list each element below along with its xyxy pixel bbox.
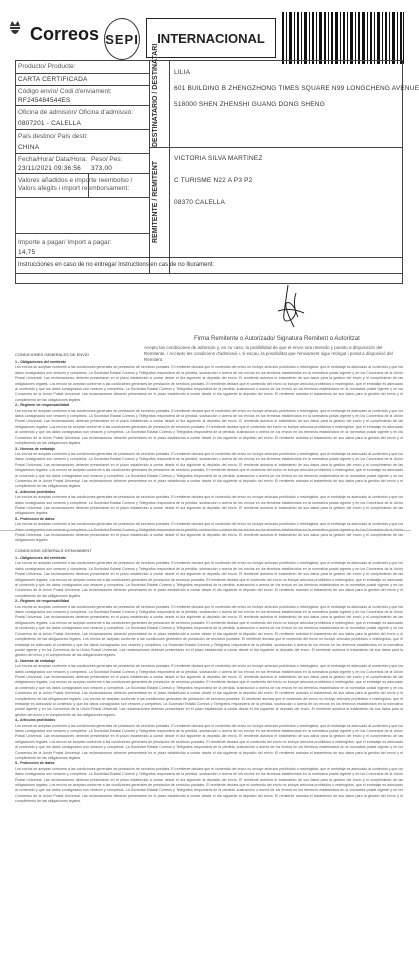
shipment-code-label: Código envío/ Codi d'enviament: (18, 88, 112, 95)
terms-body-4: Los envíos se aceptan conforme a las condiciones generales de prestación de servicios postales. El remitente declara que el contenido del envío no incluye artículos prohibidos o restringidos, que el embalaje es adecuado al contenido y que los datos consignados son veraces y completos. La Sociedad Estatal Correos y Telégrafos responderá de la pérdida, sustracción o avería de los envíos en los términos establecidos en la normativa postal vigente y en los Convenios de la Unión Postal Universal. Las reclamaciones deberán presentarse en el plazo establecido a contar desde el día siguiente al depósito del envío. El remitente autoriza el tratamiento de sus datos para la gestión del envío y el cumplimiento de las obligaciones legales. (15, 495, 403, 516)
barcode-icon (282, 12, 404, 64)
terms-body-3: Los envíos se aceptan conforme a las condiciones generales de prestación de servicios postales. El remitente declara que el contenido del envío no incluye artículos prohibidos o restringidos, que el embalaje es adecuado al contenido y que los datos consignados son veraces y completos. La Sociedad Estatal Correos y Telégrafos responderá de la pérdida, sustracción o avería de los envíos en los términos establecidos en la normativa postal vigente y en los Convenios de la Unión Postal Universal. Las reclamaciones deberán presentarse en el plazo establecido a contar desde el día siguiente al depósito del envío. El remitente autoriza el tratamiento de sus datos para la gestión del envío y el cumplimiento de las obligaciones legales. (15, 451, 403, 473)
terms2-body-1b: Los envíos se aceptan conforme a las condiciones generales de prestación de servicios postales. El remitente declara que el contenido del envío no incluye artículos prohibidos o restringidos, que el embalaje es adecuado al contenido y que los datos consignados son veraces y completos. La Sociedad Estatal Correos y Telégrafos responderá de la pérdida, sustracción o avería de los envíos en los términos establecidos en la normativa postal vigente y en los Convenios de la Unión Postal Universal. Las reclamaciones deberán presentarse en el plazo establecido a contar desde el día siguiente al depósito del envío. El remitente autoriza el tratamiento de sus datos para la gestión del envío y el cumplimiento de las obligaciones legales. (15, 577, 403, 598)
terms-section-1: 1.- Obligaciones del remitente (15, 360, 67, 364)
terms2-body-3b: Los envíos se aceptan conforme a las condiciones generales de prestación de servicios postales. El remitente declara que el contenido del envío no incluye artículos prohibidos o restringidos, que el embalaje es adecuado al contenido y que los datos consignados son veraces y completos. La Sociedad Estatal Correos y Telégrafos responderá de la pérdida, sustracción o avería de los envíos en los términos establecidos en la normativa postal vigente y en los Convenios de la Unión Postal Universal. Las reclamaciones deberán presentarse en el plazo establecido a contar desde el día siguiente al depósito del envío. El remitente autoriza el tratamiento de sus datos para la gestión del envío y el cumplimiento de las obligaciones legales. (15, 680, 403, 701)
terms2-body-2c: Los envíos se aceptan conforme a las condiciones generales de prestación de servicios postales. El remitente declara que el contenido del envío no incluye artículos prohibidos o restringidos, que el embalaje es adecuado al contenido y que los datos consignados son veraces y completos. La Sociedad Estatal Correos y Telégrafos responderá de la pérdida, sustracción o avería de los envíos en los términos establecidos en la normativa postal vigente y en los Convenios de la Unión Postal Universal. Las reclamaciones deberán presentarse en el plazo establecido a contar desde el día siguiente al depósito del envío. El remitente autoriza el tratamiento de sus datos para la gestión del envío y el cumplimiento de las obligaciones legales. (15, 637, 404, 658)
terms2-section-1: 1.- Obligaciones del remitente (15, 556, 67, 560)
terms-block-1 (15, 360, 403, 543)
recipient-name: LILIA (174, 69, 191, 76)
terms-body-2b: Los envíos se aceptan conforme a las condiciones generales de prestación de servicios postales. El remitente declara que el contenido del envío no incluye artículos prohibidos o restringidos, que el embalaje es adecuado al contenido y que los datos consignados son veraces y completos. La Sociedad Estatal Correos y Telégrafos responderá de la pérdida, sustracción o avería de los envíos en los términos establecidos en la normativa postal vigente y en los Convenios de la Unión Postal Universal. Las reclamaciones deberán presentarse en el plazo establecido a contar desde el día siguiente al depósito del envío. El remitente autoriza el tratamiento de sus datos para la gestión del envío y el cumplimiento de las obligaciones legales. (15, 424, 403, 446)
terms2-body-2: Los envíos se aceptan conforme a las condiciones generales de prestación de servicios postales. El remitente declara que el contenido del envío no incluye artículos prohibidos o restringidos, que el embalaje es adecuado al contenido y que los datos consignados son veraces y completos. La Sociedad Estatal Correos y Telégrafos responderá de la pérdida, sustracción o avería de los envíos en los términos establecidos en la normativa postal vigente y en los Convenios de la Unión Postal Universal. Las reclamaciones deberán presentarse en el plazo establecido a contar desde el día siguiente al depósito del envío. El remitente autoriza el tratamiento de sus datos para la gestión del envío y el cumplimiento de las obligaciones legales. (15, 604, 403, 625)
admission-office-value: 0807201 - CALELLA (18, 120, 82, 127)
terms2-body-4b: Los envíos se aceptan conforme a las condiciones generales de prestación de servicios postales. El remitente declara que el contenido del envío no incluye artículos prohibidos o restringidos, que el embalaje es adecuado al contenido y que los datos consignados son veraces y completos. La Sociedad Estatal Correos y Telégrafos responderá de la pérdida, sustracción o avería de los envíos en los términos establecidos en la normativa postal vigente y en los Convenios de la Unión Postal Universal. Las reclamaciones deberán presentarse en el plazo establecido a contar desde el día siguiente al depósito del envío. El remitente autoriza el tratamiento de sus datos para la gestión del envío y el cumplimiento de las obligaciones legales. (15, 739, 403, 761)
product-value: CARTA CERTIFICADA (18, 76, 88, 83)
shipment-form (15, 43, 419, 284)
terms-body-2: Los envíos se aceptan conforme a las condiciones generales de prestación de servicios postales. El remitente declara que el contenido del envío no incluye artículos prohibidos o restringidos, que el embalaje es adecuado al contenido y que los datos consignados son veraces y completos. La Sociedad Estatal Correos y Telégrafos responderá de la pérdida, sustracción o avería de los envíos en los términos establecidos en la normativa postal vigente y en los Convenios de la Unión Postal Universal. Las reclamaciones deberán presentarse en el plazo establecido a contar desde el día siguiente al depósito del envío. El remitente autoriza el tratamiento de sus datos para la gestión del envío y el cumplimiento de las obligaciones legales. (15, 408, 403, 429)
datetime-value: 23/11/2021 09:36:56 (18, 165, 81, 172)
shipment-code-value: RF245484544ES (18, 97, 71, 104)
recipient-city: 518000 SHEN ZHENSHI GUANG DONG SHENG (174, 101, 325, 108)
admission-office-label: Oficina de admisión/ Oficina d'admissió: (18, 109, 134, 116)
recipient-side-label: DESTINATARIO / DESTINATARI (152, 43, 159, 147)
sender-side-label: REMITENTE / REMITENT (152, 160, 159, 244)
destination-country-value: CHINA (18, 144, 40, 151)
terms2-section-4: 4.- Artículos prohibidos (15, 718, 56, 723)
terms-section-4: 4.- Artículos prohibidos (15, 489, 56, 494)
signature-caption: Firma Remitente o Autorizado/ Signatura Remitent o Autoritzat (194, 336, 360, 342)
terms-body-3b: Los envíos se aceptan conforme a las condiciones generales de prestación de servicios postales. El remitente declara que el contenido del envío no incluye artículos prohibidos o restringidos, que el embalaje es adecuado al contenido y que los datos consignados son veraces y completos. La Sociedad Estatal Correos y Telégrafos responderá de la pérdida, sustracción o avería de los envíos en los términos establecidos en la normativa postal vigente y en los Convenios de la Unión Postal Universal. Las reclamaciones deberán presentarse en el plazo establecido a contar desde el día siguiente al depósito del envío. El remitente autoriza el tratamiento de sus datos para la gestión del envío y el cumplimiento de las obligaciones legales. (15, 468, 403, 489)
terms-block-2 (15, 556, 403, 886)
sender-address: C TURISME N22 A P3 P2 (174, 177, 253, 184)
terms-heading-2: CONDICIONS GENERALS D'ENVIAMENT (15, 548, 92, 553)
amount-label: Importe a pagar/ Import a pagar: (18, 239, 112, 246)
terms2-section-2: 2.- Régimen de responsabilidad (15, 599, 70, 604)
terms2-body-2b: Los envíos se aceptan conforme a las condiciones generales de prestación de servicios postales. El remitente declara que el contenido del envío no incluye artículos prohibidos o restringidos, que el embalaje es adecuado al contenido y que los datos consignados son veraces y completos. La Sociedad Estatal Correos y Telégrafos responderá de la pérdida, sustracción o avería de los envíos en los términos establecidos en la normativa postal vigente y en los Convenios de la Unión Postal Universal. Las reclamaciones deberán presentarse en el plazo establecido a contar desde el día siguiente al depósito del envío. El remitente autoriza el tratamiento de sus datos para la gestión del envío y el cumplimiento de las obligaciones legales. (15, 620, 403, 642)
product-label: Producto/ Producte: (18, 63, 76, 70)
terms-body-1: Los envíos se aceptan conforme a las condiciones generales de prestación de servicios postales. El remitente declara que el contenido del envío no incluye artículos prohibidos o restringidos, que el embalaje es adecuado al contenido y que los datos consignados son veraces y completos. La Sociedad Estatal Correos y Telégrafos responderá de la pérdida, sustracción o avería de los envíos en los términos establecidos en la normativa postal vigente y en los Convenios de la Unión Postal Universal. Las reclamaciones deberán presentarse en el plazo establecido a contar desde el día siguiente al depósito del envío. El remitente autoriza el tratamiento de sus datos para la gestión del envío y el cumplimiento de las obligaciones legales. (15, 365, 403, 386)
terms-body-5: Los envíos se aceptan conforme a las condiciones generales de prestación de servicios postales. El remitente declara que el contenido del envío no incluye artículos prohibidos o restringidos, que el embalaje es adecuado al contenido y que los Postal Universal. Las reclamaciones deberán presentarse en el plazo establecido a contar desde el día siguiente al depósito del envío. El remitente autoriza el tratamiento de sus datos para la gestión del envío y el cumplimiento de las obligaciones legales. (15, 522, 403, 543)
international-title: INTERNACIONAL (146, 18, 276, 58)
terms2-body-5: Los envíos se aceptan conforme a las condiciones generales de prestación de servicios postales. El remitente declara que el contenido del envío no incluye artículos prohibidos o restringidos, que el embalaje es adecuado al contenido y que los datos consignados son veraces y completos. La Sociedad Estatal Correos y Telégrafos responderá de la pérdida, sustracción o avería de los envíos en los términos establecidos en la normativa postal vigente y en los Convenios de la Unión Postal Universal. Las reclamaciones deberán presentarse en el plazo establecido a contar desde el día siguiente al depósito del envío. El remitente autoriza el tratamiento de sus datos para la gestión del envío y el cumplimiento de las obligaciones legales. (15, 766, 403, 788)
terms-section-3: 3.- Normas de embalaje (15, 446, 56, 451)
instructions-label: Instrucciones en caso de no entrega/ Instructions en cas de no lliurament: (18, 262, 215, 268)
terms2-section-3: 3.- Normas de embalaje (15, 658, 56, 663)
terms-section-5: 5.- Protección de datos (15, 516, 55, 521)
sepi-logo: SEPI (104, 18, 140, 60)
page-divider (0, 530, 411, 531)
terms-body-1b: Los envíos se aceptan conforme a las condiciones generales de prestación de servicios postales. El remitente declara que el contenido del envío no incluye artículos prohibidos o restringidos, que el embalaje es adecuado al contenido y que los datos consignados son veraces y completos. La Sociedad Estatal Correos y Telégrafos responderá de la pérdida, sustracción o avería de los envíos en los términos establecidos en la normativa postal vigente y en los Convenios de la Unión Postal Universal. Las reclamaciones deberán presentarse en el plazo establecido a contar desde el día siguiente al depósito del envío. El remitente autoriza el tratamiento de sus datos para la gestión del envío y el cumplimiento de las obligaciones legales. (15, 381, 403, 402)
terms-heading: CONDICIONES GENERALES DE ENVÍO (15, 352, 90, 357)
terms2-body-3c: Los envíos se aceptan conforme a las condiciones generales de prestación de servicios postales. El remitente declara que el contenido del envío no incluye artículos prohibidos o restringidos, que el embalaje es adecuado al contenido y que los datos consignados son veraces y completos. La Sociedad Estatal Correos y Telégrafos responderá de la pérdida, sustracción o avería de los envíos en los términos establecidos en la normativa postal vigente y en los Convenios de la Unión Postal Universal. Las reclamaciones deberán presentarse en el plazo establecido a contar desde el día siguiente al depósito del envío. El remitente autoriza el tratamiento de sus datos para la gestión del envío y el cumplimiento de las obligaciones legales. (15, 696, 404, 717)
signature-scribble (270, 283, 310, 333)
terms2-body-3: Los envíos se aceptan conforme a las condiciones generales de prestación de servicios postales. El remitente declara que el contenido del envío no incluye artículos prohibidos o restringidos, que el embalaje es adecuado al contenido y que los datos consignados son veraces y completos. La Sociedad Estatal Correos y Telégrafos responderá de la pérdida, sustracción o avería de los envíos en los términos establecidos en la normativa postal vigente y en los Convenios de la Unión Postal Universal. Las reclamaciones deberán presentarse en el plazo establecido a contar desde el día siguiente al depósito del envío. El remitente autoriza el tratamiento de sus datos para la gestión del envío y el cumplimiento de las obligaciones legales. (15, 664, 403, 685)
terms2-body-5b: Los envíos se aceptan conforme a las condiciones generales de prestación de servicios postales. El remitente declara que el contenido del envío no incluye artículos prohibidos o restringidos, que el embalaje es adecuado al contenido y que los datos consignados son veraces y completos. La Sociedad Estatal Correos y Telégrafos responderá de la pérdida, sustracción o avería de los envíos en los términos establecidos en la normativa postal vigente y en los Convenios de la Unión Postal Universal. Las reclamaciones deberán presentarse en el plazo establecido a contar desde el día siguiente al depósito del envío. El remitente autoriza el tratamiento de sus datos para la gestión del envío y el cumplimiento de las obligaciones legales. (15, 783, 403, 804)
correos-logo-text: Correos (30, 24, 100, 44)
sender-name: VICTORIA SILVA MARTINEZ (174, 155, 263, 162)
recipient-address: 601 BUILDING B ZHENGZHONG TIMES SQUARE N99 LONGCHENG AVENUE (174, 85, 419, 92)
terms2-body-4: Los envíos se aceptan conforme a las condiciones generales de prestación de servicios postales. El remitente declara que el contenido del envío no incluye artículos prohibidos o restringidos, que el embalaje es adecuado al contenido y que los datos consignados son veraces y completos. La Sociedad Estatal Correos y Telégrafos responderá de la pérdida, sustracción o avería de los envíos en los términos establecidos en la normativa postal vigente y en los Convenios de la Unión Postal Universal. Las reclamaciones deberán presentarse en el plazo establecido a contar desde el día siguiente al depósito del envío. El remitente autoriza el tratamiento de sus datos para la gestión del envío y el cumplimiento de las obligaciones legales. (15, 723, 403, 744)
terms2-section-5: 5.- Protección de datos (15, 761, 55, 766)
weight-label: Peso/ Pes: (91, 156, 123, 163)
terms-section-2: 2.- Régimen de responsabilidad (15, 403, 70, 408)
crown-logo-icon (8, 18, 22, 38)
weight-value: 373,00 (91, 165, 113, 172)
declared-values-label: Valores añadidos e importe reembolso / Valors afegits i import reemborsament: (18, 177, 133, 192)
destination-country-label: País destino/ País desti: (18, 133, 88, 140)
amount-value: 14,75 (18, 249, 36, 256)
terms2-body-1: Los envíos se aceptan conforme a las condiciones generales de prestación de servicios postales. El remitente declara que el contenido del envío no incluye artículos prohibidos o restringidos, que el embalaje es adecuado al contenido y que los datos consignados son veraces y completos. La Sociedad Estatal Correos y Telégrafos responderá de la pérdida, sustracción o avería de los envíos en los términos establecidos en la normativa postal vigente y en los Convenios de la Unión Postal Universal. Las reclamaciones deberán presentarse en el plazo establecido a contar desde el día siguiente al depósito del envío. El remitente autoriza el tratamiento de sus datos para la gestión del envío y el cumplimiento de las obligaciones legales. (15, 561, 403, 582)
sender-city: 08370 CALELLA (174, 199, 226, 206)
datetime-label: Fecha/Hora/ Data/Hora: (18, 156, 88, 163)
signature-subcaption: Acepto las condiciones de admisión y, en su caso, la posibilidad de que el envío sea retenido y puesto a disposición del Remitente. / Accepto les condicions d'admissió i, si escau, la possibilitat que l'enviament sigui retingut i posat a disposició del Remitent. (144, 345, 393, 362)
